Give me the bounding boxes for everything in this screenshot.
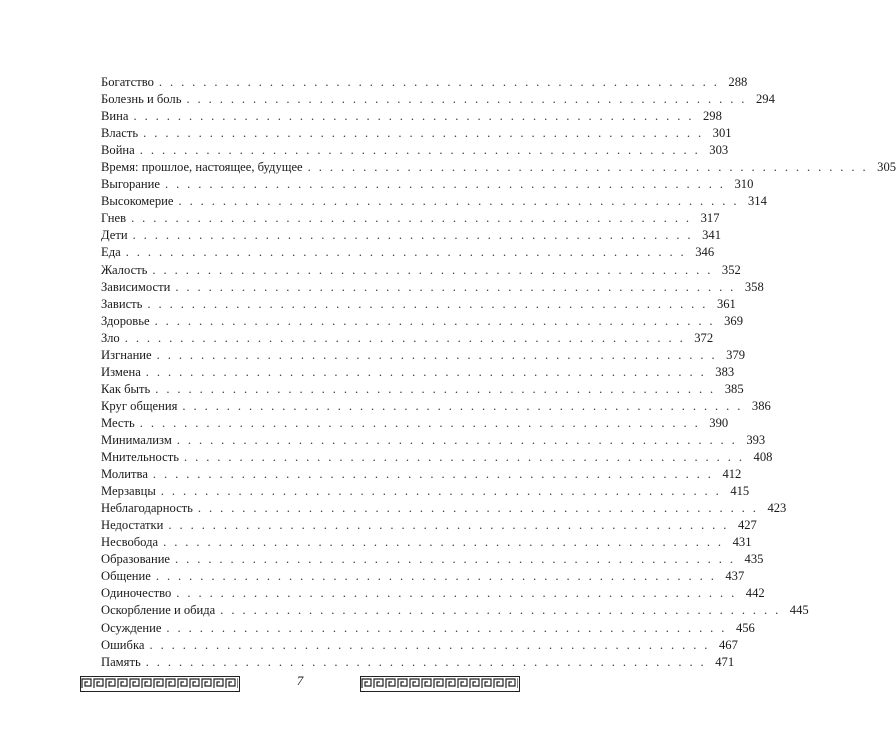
toc-entry[interactable] bbox=[101, 91, 775, 108]
toc-entry-title: Зависимости bbox=[101, 279, 171, 294]
toc-entry[interactable] bbox=[101, 381, 744, 398]
toc-entry[interactable] bbox=[101, 432, 766, 449]
page-footer bbox=[80, 670, 520, 690]
toc-entry-page: 352 bbox=[721, 262, 741, 277]
toc-entry[interactable] bbox=[101, 585, 765, 602]
toc-entry-title: Одиночество bbox=[101, 586, 172, 601]
toc-entry-title: Зло bbox=[101, 330, 120, 345]
toc-entry-title: Жалость bbox=[101, 262, 148, 277]
leader-dots: . . . . . . . . . . . . . . . . . . . . . . . . . . . . . . . . . . . . . . . . . . . . . . . . . . . bbox=[155, 381, 716, 396]
toc-entry-title: Измена bbox=[101, 364, 141, 379]
toc-entry-title: Еда bbox=[101, 245, 121, 260]
leader-dots: . . . . . . . . . . . . . . . . . . . . . . . . . . . . . . . . . . . . . . . . . . . . . . . . . . . bbox=[131, 211, 692, 226]
leader-dots: . . . . . . . . . . . . . . . . . . . . . . . . . . . . . . . . . . . . . . . . . . . . . . . . . . . bbox=[155, 569, 717, 584]
leader-dots: . . . . . . . . . . . . . . . . . . . . . . . . . . . . . . . . . . . . . . . . . . . . . . . . . . . bbox=[152, 467, 714, 482]
table-of-contents bbox=[101, 74, 896, 671]
toc-entry[interactable] bbox=[101, 620, 755, 637]
toc-entry-title: Осуждение bbox=[101, 620, 162, 635]
toc-entry[interactable] bbox=[101, 262, 741, 279]
leader-dots: . . . . . . . . . . . . . . . . . . . . . . . . . . . . . . . . . . . . . . . . . . . . . . . . . . . bbox=[133, 109, 694, 124]
toc-entry[interactable] bbox=[101, 364, 735, 381]
toc-entry[interactable] bbox=[101, 296, 736, 313]
toc-entry-page: 314 bbox=[748, 194, 767, 209]
toc-entry[interactable] bbox=[101, 551, 764, 568]
toc-entry-title: Память bbox=[101, 654, 141, 669]
leader-dots: . . . . . . . . . . . . . . . . . . . . . . . . . . . . . . . . . . . . . . . . . . . . . . . . . . . bbox=[176, 586, 737, 601]
toc-entry-title: Недостатки bbox=[101, 518, 164, 533]
leader-dots: . . . . . . . . . . . . . . . . . . . . . . . . . . . . . . . . . . . . . . . . . . . . . . . . . . . bbox=[156, 347, 718, 362]
leader-dots: . . . . . . . . . . . . . . . . . . . . . . . . . . . . . . . . . . . . . . . . . . . . . . . . . . . bbox=[164, 177, 726, 192]
toc-entry[interactable] bbox=[101, 398, 771, 415]
toc-entry[interactable] bbox=[101, 244, 715, 261]
toc-entry-title: Общение bbox=[101, 569, 151, 584]
toc-entry-title: Выгорание bbox=[101, 177, 160, 192]
toc-entry[interactable] bbox=[101, 210, 720, 227]
toc-entry-title: Месть bbox=[101, 415, 135, 430]
toc-entry-title: Ошибка bbox=[101, 637, 145, 652]
toc-entry-title: Неблагодарность bbox=[101, 501, 193, 516]
toc-entry-page: 386 bbox=[751, 398, 771, 413]
toc-entry-title: Зависть bbox=[101, 296, 143, 311]
toc-entry[interactable] bbox=[101, 483, 750, 500]
toc-entry-title: Власть bbox=[101, 126, 139, 141]
toc-entry-page: 310 bbox=[734, 177, 754, 192]
leader-dots: . . . . . . . . . . . . . . . . . . . . . . . . . . . . . . . . . . . . . . . . . . . . . . . . . . . bbox=[145, 364, 707, 379]
leader-dots: . . . . . . . . . . . . . . . . . . . . . . . . . . . . . . . . . . . . . . . . . . . . . . . . . . . bbox=[220, 603, 781, 618]
toc-entry[interactable] bbox=[101, 534, 752, 551]
toc-entry-title: Война bbox=[101, 143, 135, 158]
toc-entry-page: 467 bbox=[718, 637, 738, 652]
toc-entry-page: 471 bbox=[715, 654, 735, 669]
toc-entry[interactable] bbox=[101, 449, 773, 466]
greek-key-border-icon bbox=[360, 676, 520, 692]
leader-dots: . . . . . . . . . . . . . . . . . . . . . . . . . . . . . . . . . . . . . . . . . . . . . . . . . . . bbox=[175, 552, 736, 567]
toc-entry-title: Несвобода bbox=[101, 535, 159, 550]
leader-dots: . . . . . . . . . . . . . . . . . . . . . . . . . . . . . . . . . . . . . . . . . . . . . . . . . . . bbox=[197, 501, 759, 516]
toc-entry-page: 383 bbox=[715, 364, 735, 379]
toc-entry[interactable] bbox=[101, 654, 735, 671]
toc-entry[interactable] bbox=[101, 176, 754, 193]
leader-dots: . . . . . . . . . . . . . . . . . . . . . . . . . . . . . . . . . . . . . . . . . . . . . . . . . . . bbox=[124, 330, 686, 345]
toc-entry-title: Образование bbox=[101, 552, 171, 567]
toc-entry-page: 305 bbox=[877, 160, 896, 175]
leader-dots: . . . . . . . . . . . . . . . . . . . . . . . . . . . . . . . . . . . . . . . . . . . . . . . . . . . bbox=[175, 279, 736, 294]
toc-entry[interactable] bbox=[101, 313, 743, 330]
toc-entry-page: 445 bbox=[789, 603, 809, 618]
leader-dots: . . . . . . . . . . . . . . . . . . . . . . . . . . . . . . . . . . . . . . . . . . . . . . . . . . . bbox=[182, 398, 743, 413]
page-number: 7 bbox=[296, 673, 304, 688]
toc-entry-title: Минимализм bbox=[101, 432, 172, 447]
toc-entry-title: Изгнание bbox=[101, 347, 152, 362]
leader-dots: . . . . . . . . . . . . . . . . . . . . . . . . . . . . . . . . . . . . . . . . . . . . . . . . . . . bbox=[145, 654, 707, 669]
leader-dots: . . . . . . . . . . . . . . . . . . . . . . . . . . . . . . . . . . . . . . . . . . . . . . . . . . . bbox=[147, 296, 708, 311]
toc-entry[interactable] bbox=[101, 415, 729, 432]
toc-entry[interactable] bbox=[101, 500, 787, 517]
toc-entry-title: Время: прошлое, настоящее, будущее bbox=[101, 160, 303, 175]
toc-entry[interactable] bbox=[101, 159, 896, 176]
toc-entry-title: Круг общения bbox=[101, 398, 178, 413]
toc-entry-page: 442 bbox=[745, 586, 765, 601]
toc-entry-page: 415 bbox=[730, 484, 750, 499]
leader-dots: . . . . . . . . . . . . . . . . . . . . . . . . . . . . . . . . . . . . . . . . . . . . . . . . . . . bbox=[186, 92, 747, 107]
toc-entry-page: 361 bbox=[716, 296, 736, 311]
leader-dots: . . . . . . . . . . . . . . . . . . . . . . . . . . . . . . . . . . . . . . . . . . . . . . . . . . . bbox=[178, 194, 739, 209]
toc-entry-title: Оскорбление и обида bbox=[101, 603, 216, 618]
toc-entry-page: 294 bbox=[755, 92, 775, 107]
leader-dots: . . . . . . . . . . . . . . . . . . . . . . . . . . . . . . . . . . . . . . . . . . . . . . . . . . . bbox=[163, 535, 724, 550]
leader-dots: . . . . . . . . . . . . . . . . . . . . . . . . . . . . . . . . . . . . . . . . . . . . . . . . . . . bbox=[149, 637, 710, 652]
toc-entry-page: 385 bbox=[724, 381, 744, 396]
toc-entry-page: 431 bbox=[732, 535, 752, 550]
toc-entry-page: 393 bbox=[746, 432, 766, 447]
toc-entry-title: Болезнь и боль bbox=[101, 92, 182, 107]
toc-entry-page: 408 bbox=[753, 450, 773, 465]
toc-entry[interactable] bbox=[101, 74, 748, 91]
toc-entry-title: Молитва bbox=[101, 467, 148, 482]
toc-entry-page: 427 bbox=[737, 518, 757, 533]
leader-dots: . . . . . . . . . . . . . . . . . . . . . . . . . . . . . . . . . . . . . . . . . . . . . . . . . . . bbox=[160, 484, 722, 499]
toc-entry-title: Мерзавцы bbox=[101, 484, 156, 499]
toc-entry[interactable] bbox=[101, 637, 738, 654]
leader-dots: . . . . . . . . . . . . . . . . . . . . . . . . . . . . . . . . . . . . . . . . . . . . . . . . . . . bbox=[158, 75, 720, 89]
toc-entry-page: 379 bbox=[726, 347, 746, 362]
toc-entry-title: Дети bbox=[101, 228, 128, 243]
toc-entry-page: 435 bbox=[744, 552, 764, 567]
leader-dots: . . . . . . . . . . . . . . . . . . . . . . . . . . . . . . . . . . . . . . . . . . . . . . . . . . . bbox=[154, 313, 715, 328]
leader-dots: . . . . . . . . . . . . . . . . . . . . . . . . . . . . . . . . . . . . . . . . . . . . . . . . . . . bbox=[139, 415, 701, 430]
toc-entry-page: 358 bbox=[744, 279, 764, 294]
toc-entry-page: 369 bbox=[724, 313, 743, 328]
toc-entry-title: Высокомерие bbox=[101, 194, 174, 209]
toc-entry-page: 317 bbox=[700, 211, 720, 226]
toc-entry-page: 456 bbox=[735, 620, 755, 635]
toc-entry[interactable] bbox=[101, 330, 714, 347]
toc-entry-title: Здоровье bbox=[101, 313, 150, 328]
toc-entry[interactable] bbox=[101, 108, 722, 125]
toc-entry-title: Как быть bbox=[101, 381, 151, 396]
leader-dots: . . . . . . . . . . . . . . . . . . . . . . . . . . . . . . . . . . . . . . . . . . . . . . . . . . . bbox=[143, 126, 704, 141]
toc-entry-page: 303 bbox=[709, 143, 729, 158]
toc-entry-page: 301 bbox=[712, 126, 732, 141]
toc-entry[interactable] bbox=[101, 568, 745, 585]
toc-entry-page: 346 bbox=[695, 245, 715, 260]
toc-entry[interactable] bbox=[101, 125, 732, 142]
toc-entry-title: Мнительность bbox=[101, 450, 179, 465]
leader-dots: . . . . . . . . . . . . . . . . . . . . . . . . . . . . . . . . . . . . . . . . . . . . . . . . . . . bbox=[176, 432, 738, 447]
toc-entry-title: Вина bbox=[101, 109, 129, 124]
toc-entry-page: 423 bbox=[767, 501, 787, 516]
toc-entry-page: 412 bbox=[722, 467, 742, 482]
toc-entry-title: Гнев bbox=[101, 211, 127, 226]
leader-dots: . . . . . . . . . . . . . . . . . . . . . . . . . . . . . . . . . . . . . . . . . . . . . . . . . . . bbox=[168, 518, 729, 533]
toc-entry[interactable] bbox=[101, 279, 764, 296]
toc-entry[interactable] bbox=[101, 347, 746, 364]
toc-entry-page: 437 bbox=[725, 569, 745, 584]
leader-dots: . . . . . . . . . . . . . . . . . . . . . . . . . . . . . . . . . . . . . . . . . . . . . . . . . . . bbox=[307, 160, 869, 175]
leader-dots: . . . . . . . . . . . . . . . . . . . . . . . . . . . . . . . . . . . . . . . . . . . . . . . . . . . bbox=[152, 262, 713, 277]
toc-entry[interactable] bbox=[101, 142, 729, 159]
toc-entry[interactable] bbox=[101, 227, 721, 244]
toc-entry-page: 298 bbox=[703, 109, 722, 124]
leader-dots: . . . . . . . . . . . . . . . . . . . . . . . . . . . . . . . . . . . . . . . . . . . . . . . . . . . bbox=[125, 245, 687, 260]
toc-entry-title: Богатство bbox=[101, 75, 154, 89]
leader-dots: . . . . . . . . . . . . . . . . . . . . . . . . . . . . . . . . . . . . . . . . . . . . . . . . . . . bbox=[166, 620, 727, 635]
leader-dots: . . . . . . . . . . . . . . . . . . . . . . . . . . . . . . . . . . . . . . . . . . . . . . . . . . . bbox=[139, 143, 701, 158]
toc-entry[interactable] bbox=[101, 602, 809, 619]
toc-entry-page: 372 bbox=[694, 330, 714, 345]
toc-entry[interactable] bbox=[101, 517, 757, 534]
leader-dots: . . . . . . . . . . . . . . . . . . . . . . . . . . . . . . . . . . . . . . . . . . . . . . . . . . . bbox=[132, 228, 693, 243]
leader-dots: . . . . . . . . . . . . . . . . . . . . . . . . . . . . . . . . . . . . . . . . . . . . . . . . . . . bbox=[184, 450, 745, 465]
toc-entry-page: 390 bbox=[709, 415, 729, 430]
toc-entry-page: 288 bbox=[728, 75, 748, 89]
toc-entry-page: 341 bbox=[702, 228, 721, 243]
toc-entry[interactable] bbox=[101, 193, 767, 210]
toc-entry[interactable] bbox=[101, 466, 742, 483]
